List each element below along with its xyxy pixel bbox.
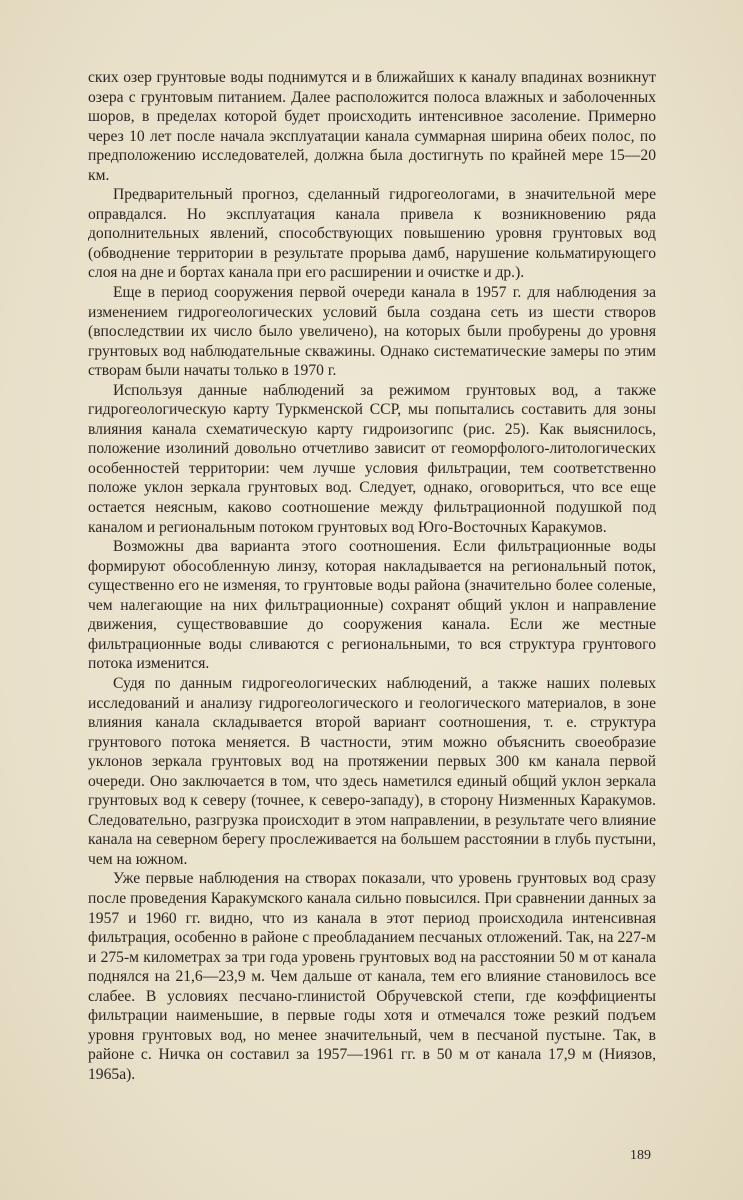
paragraph: Уже первые наблюдения на створах показали, что уровень грунтовых вод сразу после проведения Каракумского канала сильно повысился. При сравнении данных за 1957 и 1960 гг. видно, что из канала в этот период происходила интенсивная фильтрация, особенно в районе с преобладанием песчаных отложений. Так, на 227-м и 275-м километрах за три года уровень грунтовых вод на расстоянии 50 м от канала поднялся на 21,6—23,9 м. Чем дальше от канала, тем его влияние становилось все слабее. В условиях песчано-глинистой Обручевской степи, где коэффициенты фильтрации наименьшие, в первые годы хотя и отмечался тоже резкий подъем уровня грунтовых вод, но менее значительный, чем в песчаной пустыне. Так, в районе с. Ничка он составил за 1957—1961 гг. в 50 м от канала 17,9 м (Ниязов, 1965а). (88, 870, 656, 1083)
paragraph: Используя данные наблюдений за режимом грунтовых вод, а также гидрогеологическую карту Туркменской ССР, мы попытались составить для зоны влияния канала схематическую карту гидроизогипс (рис. 25). Как выяснилось, положение изолиний довольно отчетливо зависит от геоморфолого-литологических особенностей территории: чем лучше условия фильтрации, тем соответственно положе уклон зеркала грунтовых вод. Следует, однако, оговориться, что все еще остается неясным, каково соотношение между фильтрационной подушкой под каналом и региональным потоком грунтовых вод Юго-Восточных Каракумов. (88, 381, 656, 536)
page-number: 189 (630, 1148, 651, 1163)
paragraph: Еще в период сооружения первой очереди канала в 1957 г. для наблюдения за изменением гидрогеологических условий была создана сеть из шести створов (впоследствии их число было увеличено), на которых были пробурены до уровня грунтовых вод наблюдательные скважины. Однако систематические замеры по этим створам были начаты только в 1970 г. (88, 284, 656, 380)
paragraph: ских озер грунтовые воды поднимутся и в ближайших к каналу впадинах возникнут озера с грунтовым питанием. Далее расположится полоса влажных и заболоченных шоров, в пределах которой будет происходить интенсивное засоление. Примерно через 10 лет после начала эксплуатации канала суммарная ширина обеих полос, по предположению исследователей, должна была достигнуть по крайней мере 15—20 км. (88, 69, 656, 184)
paragraph: Предварительный прогноз, сделанный гидрогеологами, в значительной мере оправдался. Но эксплуатация канала привела к возникновению ряда дополнительных явлений, способствующих повышению уровня грунтовых вод (обводнение территории в результате прорыва дамб, нарушение кольматирующего слоя на дне и бортах канала при его расширении и очистке и др.). (88, 186, 656, 282)
body-text (88, 68, 656, 1084)
paragraph: Возможны два варианта этого соотношения. Если фильтрационные воды формируют обособленную линзу, которая накладывается на региональный поток, существенно его не изменяя, то грунтовые воды района (значительно более соленые, чем налегающие на них фильтрационные) сохранят общий уклон и направление движения, существовавшие до сооружения канала. Если же местные фильтрационные воды сливаются с региональными, то вся структура грунтового потока изменится. (88, 538, 656, 673)
paragraph: Судя по данным гидрогеологических наблюдений, а также наших полевых исследований и анализу гидрогеологического и геологического материалов, в зоне влияния канала складывается второй вариант соотношения, т. е. структура грунтового потока меняется. В частности, этим можно объяснить своеобразие уклонов зеркала грунтовых вод на протяжении первых 300 км канала первой очереди. Оно заключается в том, что здесь наметился единый общий уклон зеркала грунтовых вод к северу (точнее, к северо-западу), в сторону Низменных Каракумов. Следовательно, разгрузка происходит в этом направлении, в результате чего влияние канала на северном берегу прослеживается на большем расстоянии в глубь пустыни, чем на южном. (88, 674, 656, 868)
